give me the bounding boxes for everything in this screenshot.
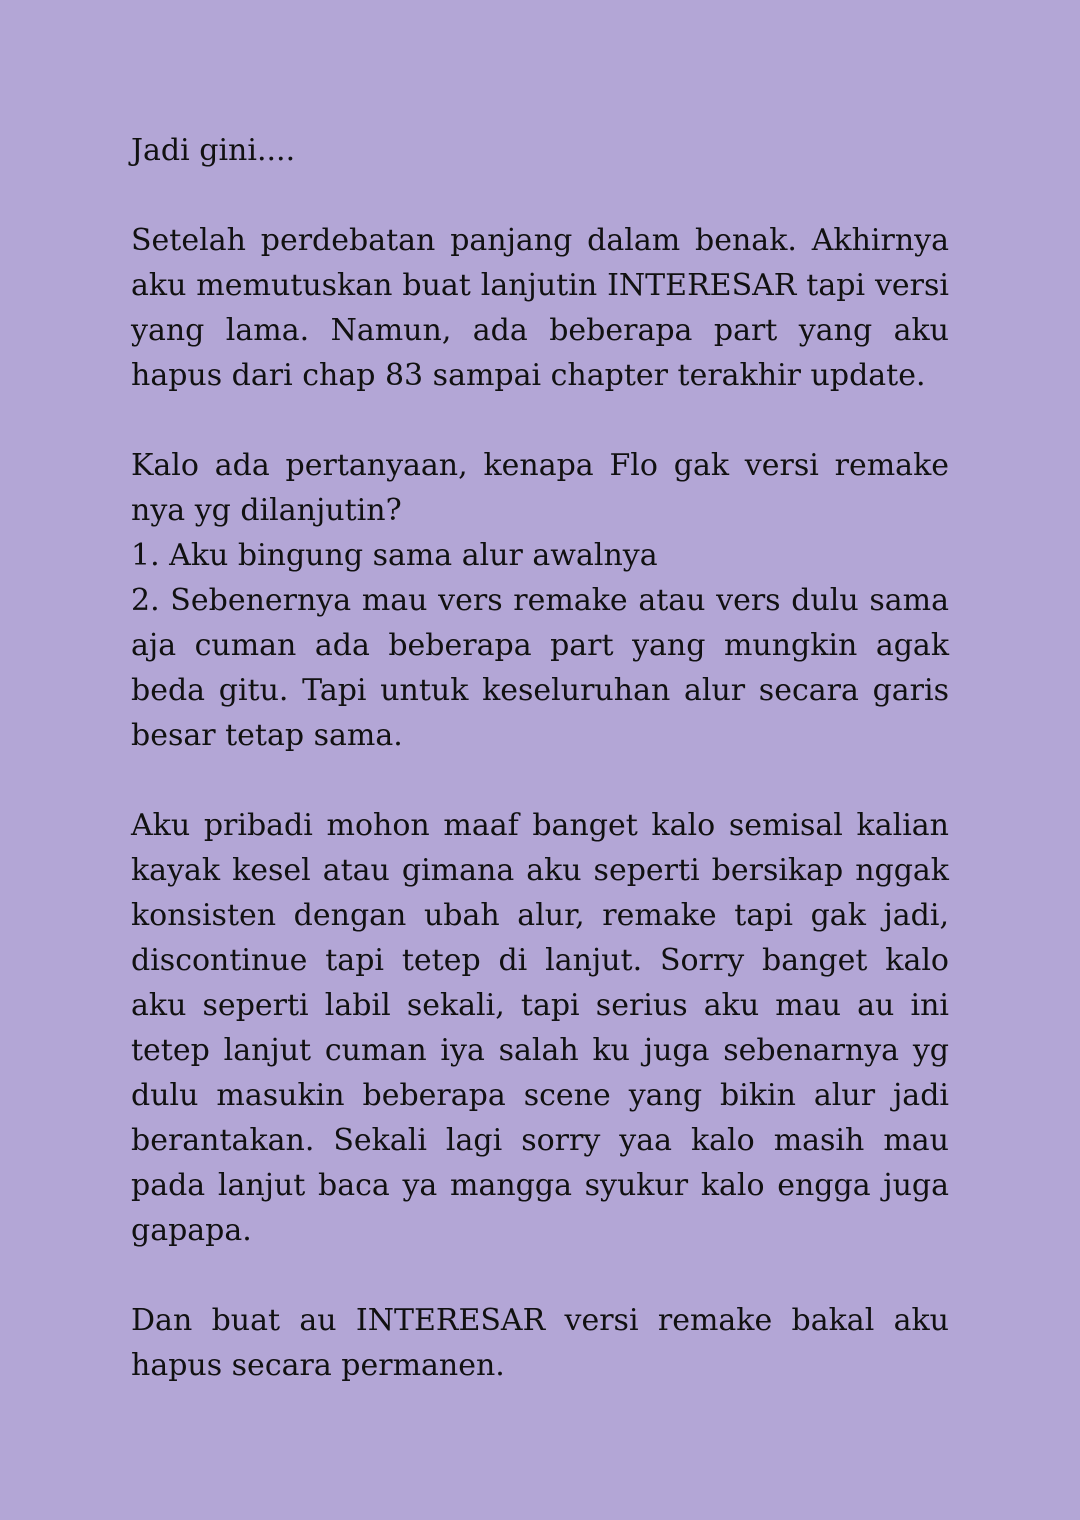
list-item-1: 1. Aku bingung sama alur awalnya (131, 538, 658, 573)
paragraph-spacer (131, 398, 949, 443)
paragraph-decision: Setelah perdebatan panjang dalam benak. Akhirnya aku memutuskan buat lanjutin INTERESAR tapi versi yang lama. Namun, ada beberapa part yang aku hapus dari chap 83 sampai chapter terakhir update. (131, 223, 949, 393)
paragraph-spacer (131, 1253, 949, 1298)
paragraph-closing: Dan buat au INTERESAR versi remake bakal aku hapus secara permanen. (131, 1303, 949, 1383)
paragraph-question: Kalo ada pertanyaan, kenapa Flo gak versi remake nya yg dilanjutin? (131, 448, 949, 528)
paragraph-spacer (131, 758, 949, 803)
list-item-2: 2. Sebenernya mau vers remake atau vers dulu sama aja cuman ada beberapa part yang mungkin agak beda gitu. Tapi untuk keseluruhan alur secara garis besar tetap sama. (131, 583, 949, 753)
paragraph-spacer (131, 173, 949, 218)
intro-line: Jadi gini.... (131, 133, 296, 168)
document-body (131, 128, 949, 1388)
paragraph-apology: Aku pribadi mohon maaf banget kalo semisal kalian kayak kesel atau gimana aku seperti bersikap nggak konsisten dengan ubah alur, remake tapi gak jadi, discontinue tapi tetep di lanjut. Sorry banget kalo aku seperti labil sekali, tapi serius aku mau au ini tetep lanjut cuman iya salah ku juga sebenarnya yg dulu masukin beberapa scene yang bikin alur jadi berantakan. Sekali lagi sorry yaa kalo masih mau pada lanjut baca ya mangga syukur kalo engga juga gapapa. (131, 808, 949, 1248)
